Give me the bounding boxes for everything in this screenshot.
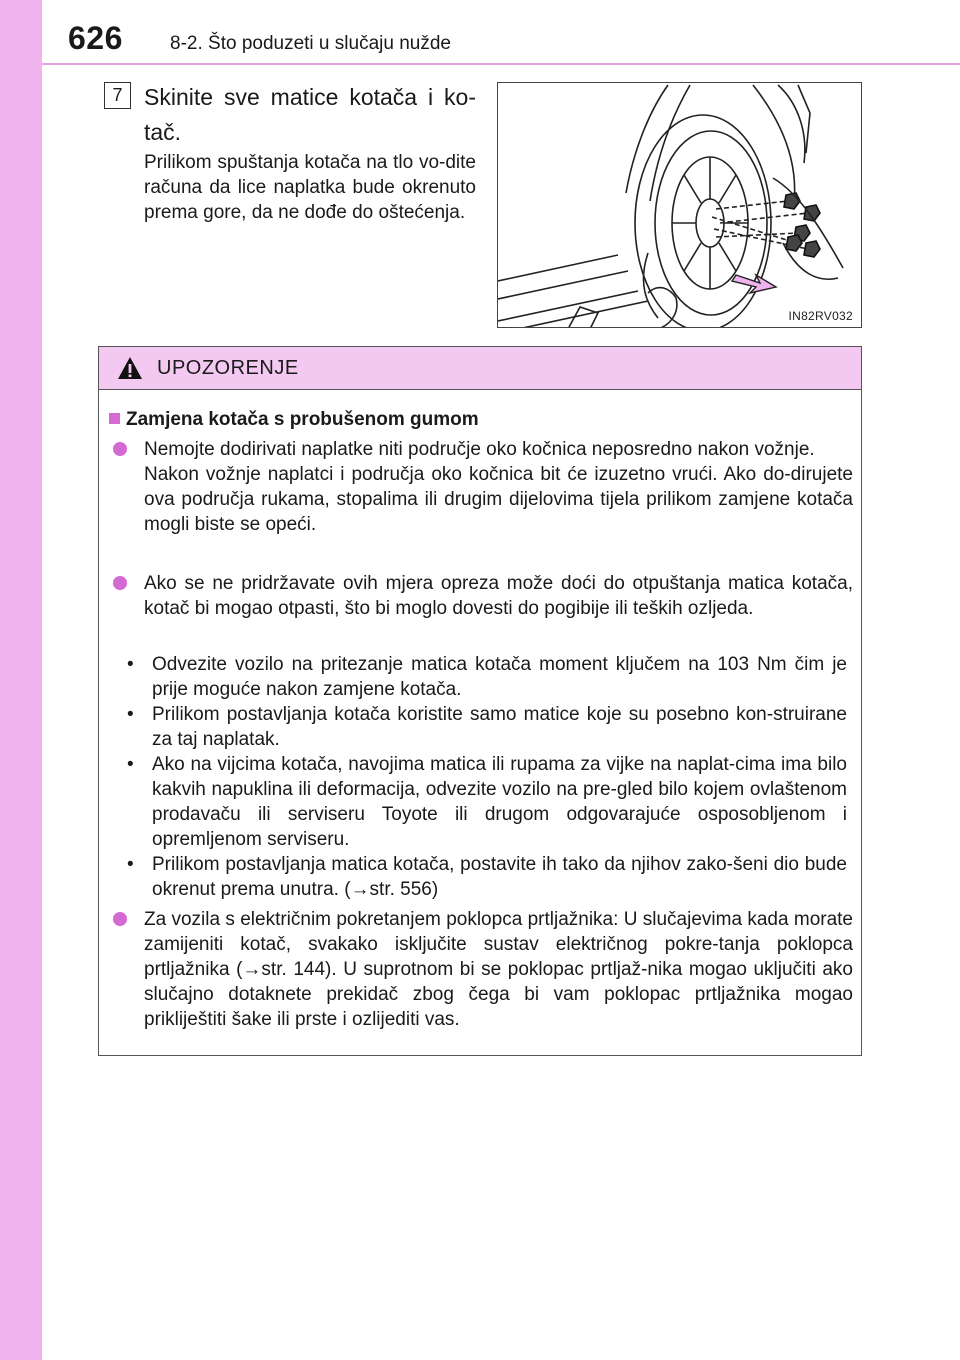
warning-title: UPOZORENJE [157, 357, 299, 379]
page-number: 626 [68, 20, 123, 56]
bullet-dot-icon [113, 576, 127, 590]
warning-bullet-2-text: Ako se ne pridržavate ovih mjera opreza može doći do otpuštanja matica kotača, kotač bi mogao otpasti, što bi moglo dovesti do pogibije ili teških ozljeda. [144, 573, 853, 619]
warning-bullet-1 [113, 437, 853, 537]
warning-subhead-text: Zamjena kotača s probušenom gumom [126, 409, 479, 430]
section-title: 8-2. Što poduzeti u slučaju nužde [170, 33, 451, 54]
sublist-marker: • [127, 754, 134, 775]
sublist-item: • Prilikom postavljanja kotača koristite samo matice koje su posebno kon-struirane za taj naplatak. [127, 704, 847, 750]
page-header [42, 0, 960, 64]
wheel-illustration-drawing [498, 83, 862, 328]
header-rule [42, 63, 960, 65]
warning-box [98, 346, 862, 1056]
warning-bullet-1-line-1: Nemojte dodirivati naplatke niti područje oko kočnica neposredno nakon vožnje. [144, 439, 815, 460]
warning-sublist [127, 652, 847, 902]
bullet-dot-icon [113, 912, 127, 926]
wheel-removal-illustration [497, 82, 862, 328]
warning-header [99, 347, 861, 390]
page-sidebar-tab [0, 0, 42, 1360]
sublist-marker: • [127, 854, 134, 875]
sublist-marker: • [127, 704, 134, 725]
figure-code: IN82RV032 [788, 309, 853, 323]
step-body: Prilikom spuštanja kotača na tlo vo-dite računa da lice naplatka bude okrenuto prema gore, da ne dođe do oštećenja. [144, 152, 476, 223]
subhead-square-icon [109, 413, 120, 424]
warning-bullet-3 [113, 907, 853, 1032]
step-heading: Skinite sve matice kotača i ko-tač. [144, 84, 476, 145]
warning-bullet-2 [113, 571, 853, 621]
warning-triangle-icon [117, 356, 143, 380]
warning-subhead [109, 409, 479, 431]
step-number-badge: 7 [104, 82, 131, 109]
sublist-item: • Prilikom postavljanja matica kotača, postavite ih tako da njihov zako-šeni dio bude okrenut prema unutra. (→str. 556) [127, 854, 847, 900]
warning-bullet-1-line-2: Nakon vožnje naplatci i područja oko kočnica bit će izuzetno vrući. Ako do-dirujete ova područja rukama, stopalima ili drugim dijelovima tijela prilikom zamjene kotača mogli biste se opeći. [144, 464, 853, 535]
warning-bullet-3-text: Za vozila s električnim pokretanjem poklopca prtljažnika: U slučajevima kada morate zamijeniti kotač, svakako isključite sustav električnog pokre-tanja poklopca prtljažnika (→str. 144). U suprotnom bi se poklopac prtljaž-nika mogao uključiti ako slučajno dotaknete prekidač zbog čega bi vam poklopac prtljažnika mogao prikliještiti šake ili prste i ozlijediti vas. [144, 909, 853, 1030]
sublist-item: • Odvezite vozilo na pritezanje matica kotača moment ključem na 103 Nm čim je prije moguće nakon zamjene kotača. [127, 654, 847, 700]
sublist-item: • Ako na vijcima kotača, navojima matica ili rupama za vijke na naplat-cima ima bilo kakvih napuklina ili deformacija, odvezite vozilo na pre-gled bilo kojem ovlaštenom prodavaču ili serviseru Toyote ili drugom odgovarajuće osposobljenom i opremljenom serviseru. [127, 754, 847, 850]
sublist-marker: • [127, 654, 134, 675]
bullet-dot-icon [113, 442, 127, 456]
